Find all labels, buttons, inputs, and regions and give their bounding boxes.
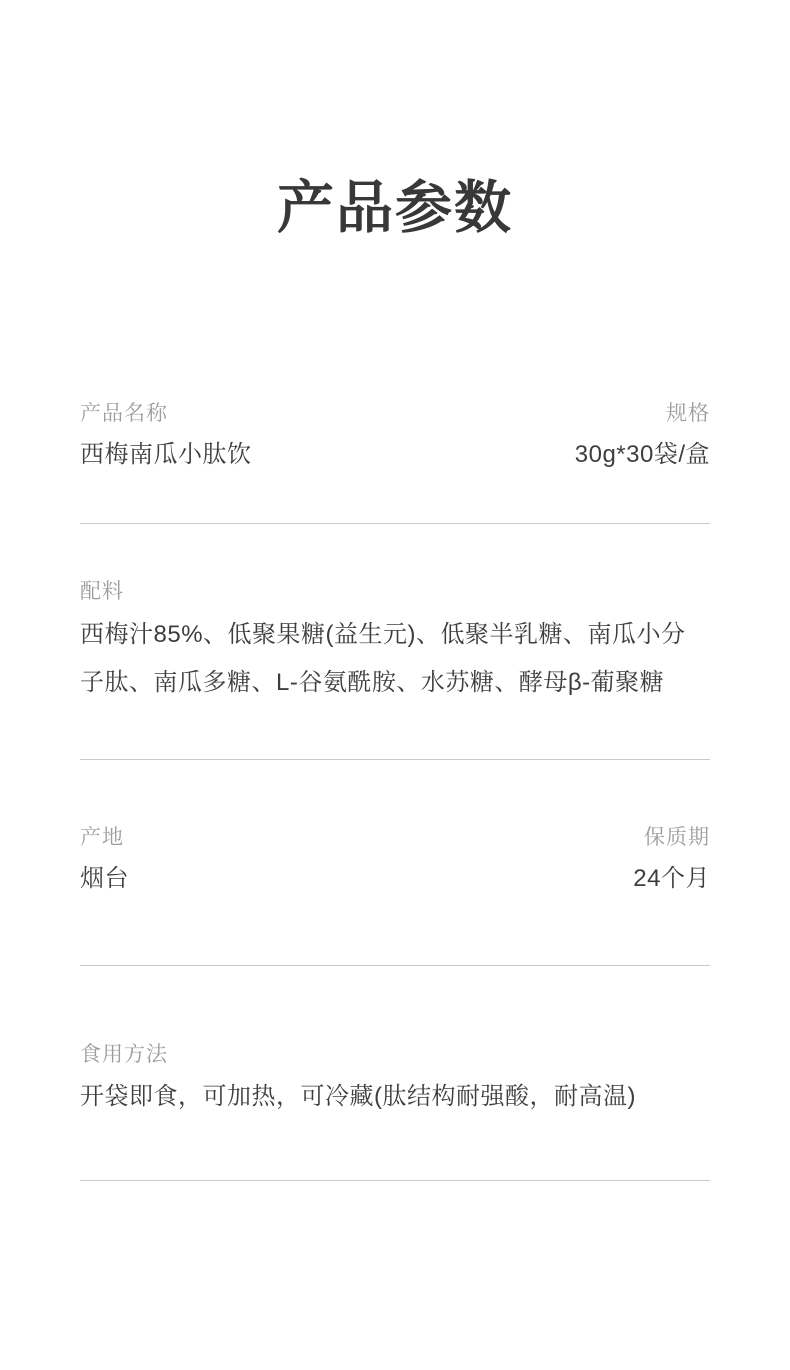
usage-value: 开袋即食，可加热，可冷藏(肽结构耐强酸，耐高温) (80, 1083, 636, 1110)
section-ingredients (80, 581, 710, 707)
origin-label: 产地 (80, 826, 124, 849)
section-divider (80, 965, 710, 966)
origin-value: 烟台 (80, 865, 129, 892)
ingredients-value: 西梅汁85%、低聚果糖(益生元)、低聚半乳糖、南瓜小分子肽、南瓜多糖、L-谷氨酰胺、水苏糖、酵母β-葡聚糖 (80, 621, 686, 696)
parameters-content (80, 403, 710, 1181)
product-name-value: 西梅南瓜小肽饮 (80, 441, 252, 468)
product-name-label: 产品名称 (80, 402, 168, 425)
section-divider (80, 759, 710, 760)
param-row (80, 827, 710, 891)
section-origin-shelf-life (80, 827, 710, 891)
param-shelf-life (633, 827, 710, 891)
shelf-life-value: 24个月 (633, 865, 710, 892)
page-title: 产品参数 (277, 176, 513, 240)
section-divider (80, 1180, 710, 1181)
param-origin (80, 827, 129, 891)
section-usage (80, 1044, 710, 1109)
section-divider (80, 523, 710, 524)
section-product-name-spec (80, 403, 710, 467)
spec-label: 规格 (666, 402, 710, 425)
spec-value: 30g*30袋/盒 (574, 441, 710, 468)
ingredients-label: 配料 (80, 580, 124, 603)
param-row (80, 403, 710, 467)
shelf-life-label: 保质期 (644, 826, 710, 849)
usage-label: 食用方法 (80, 1043, 168, 1066)
param-product-name (80, 403, 252, 467)
param-spec (575, 403, 710, 467)
